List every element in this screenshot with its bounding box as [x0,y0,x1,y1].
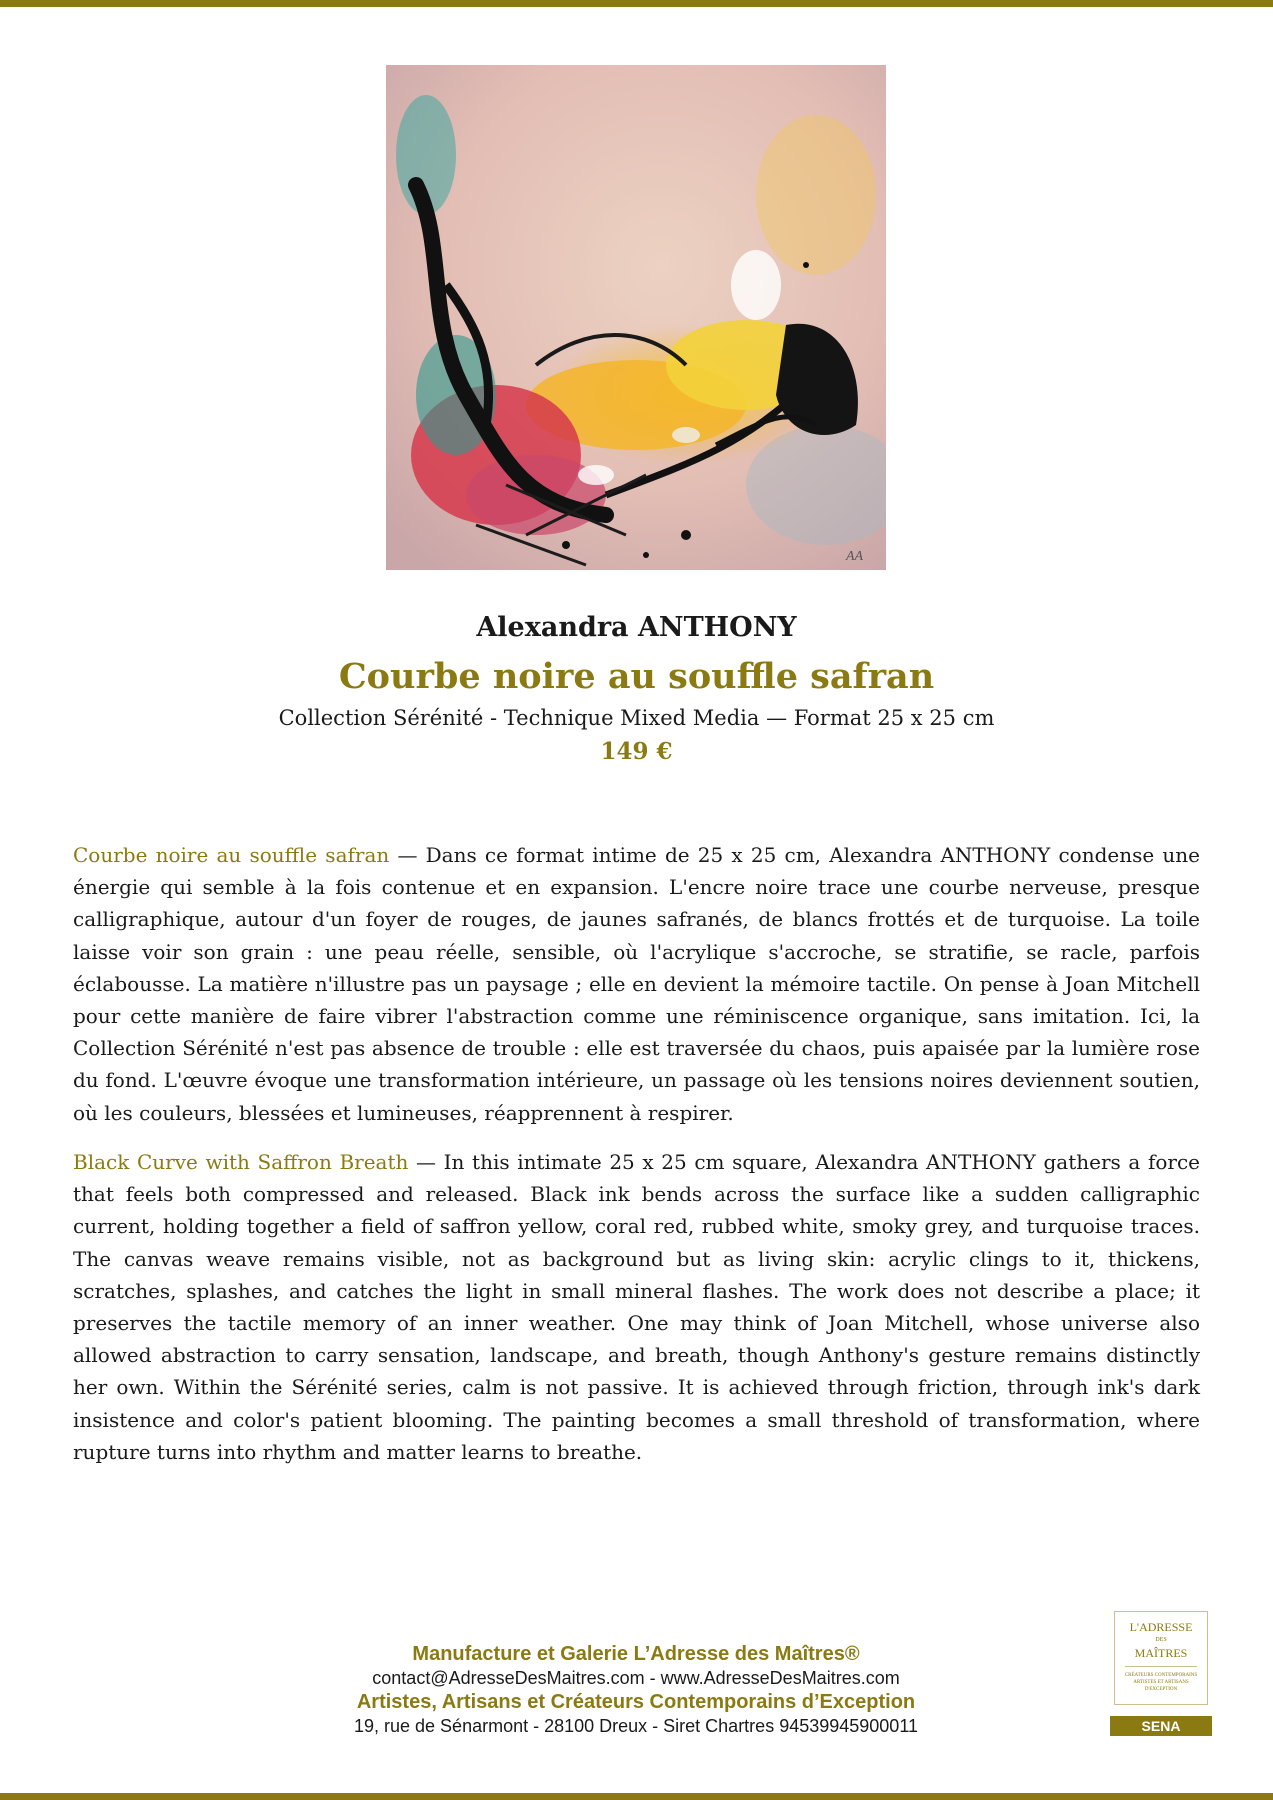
artwork-price: 149 € [600,738,673,765]
artist-name: Alexandra ANTHONY [476,612,797,643]
gallery-logo [1114,1611,1208,1705]
description-english-lead: Black Curve with Saffron Breath [73,1150,409,1174]
description-french-body: — Dans ce format intime de 25 x 25 cm, Alexandra ANTHONY condense une énergie qui semble à la fois contenue et en expansion. L'encre noire trace une courbe nerveuse, presque calligraphique, autour d'un foyer de rouges, de jaunes safranés, de blancs frottés et de turquoise. La toile laisse voir son grain : une peau réelle, sensible, où l'acrylique s'accroche, se stratifie, se racle, parfois éclabousse. La matière n'illustre pas un paysage ; elle en devient la mémoire tactile. On pense à Joan Mitchell pour cette manière de faire vibrer l'abstraction comme une réminiscence organique, sans imitation. Ici, la Collection Sérénité n'est pas absence de trouble : elle est traversée du chaos, puis apaisée par la lumière rose du fond. L'œuvre évoque une transformation intérieure, un passage où les tensions noires deviennent soutien, où les couleurs, blessées et lumineuses, réapprennent à respirer. [73,843,1200,1125]
top-border [0,0,1273,7]
artwork-image [386,65,886,570]
artwork-details: Collection Sérénité - Technique Mixed Media — Format 25 x 25 cm [278,706,995,730]
description-english [73,1146,1200,1468]
description-french [73,839,1200,1129]
logo-line-4: CRÉATEURS CONTEMPORAINS ARTISTES ET ARTISANS D'EXCEPTION [1124,1673,1198,1692]
footer-address: 19, rue de Sénarmont - 28100 Dreux - Siret Chartres 94539945900011 [353,1716,919,1736]
footer-contact: contact@AdresseDesMaitres.com - www.AdresseDesMaitres.com [372,1668,900,1688]
description-french-lead: Courbe noire au souffle safran [73,843,390,867]
logo-divider [1125,1666,1197,1667]
logo-line-3: MAÎTRES [1134,1646,1188,1660]
footer-tagline: Artistes, Artisans et Créateurs Contemporains d’Exception [356,1691,916,1713]
description-english-body: — In this intimate 25 x 25 cm square, Alexandra ANTHONY gathers a force that feels both compressed and released. Black ink bends across the surface like a sudden calligraphic current, holding together a field of saffron yellow, coral red, rubbed white, smoky grey, and turquoise traces. The canvas weave remains visible, not as background but as living skin: acrylic clings to it, thickens, scratches, splashes, and catches the light in small mineral flashes. The work does not describe a place; it preserves the tactile memory of an inner weather. One may think of Joan Mitchell, whose universe also allowed abstraction to carry sensation, landscape, and breath, though Anthony's gesture remains distinctly her own. Within the Sérénité series, calm is not passive. It is achieved through friction, through ink's dark insistence and color's patient blooming. The painting becomes a small threshold of transformation, where rupture turns into rhythm and matter learns to breathe. [73,1150,1200,1464]
footer-gallery-name: Manufacture et Galerie L’Adresse des Maîtres® [412,1643,860,1665]
logo-line-1: L'ADRESSE [1129,1620,1193,1634]
artwork-signature: AA [846,549,864,564]
bottom-border [0,1793,1273,1800]
logo-line-2: DES [1155,1637,1167,1643]
painting-illustration [386,65,886,570]
sena-badge: SENA [1110,1716,1212,1736]
artwork-title: Courbe noire au souffle safran [338,656,935,697]
